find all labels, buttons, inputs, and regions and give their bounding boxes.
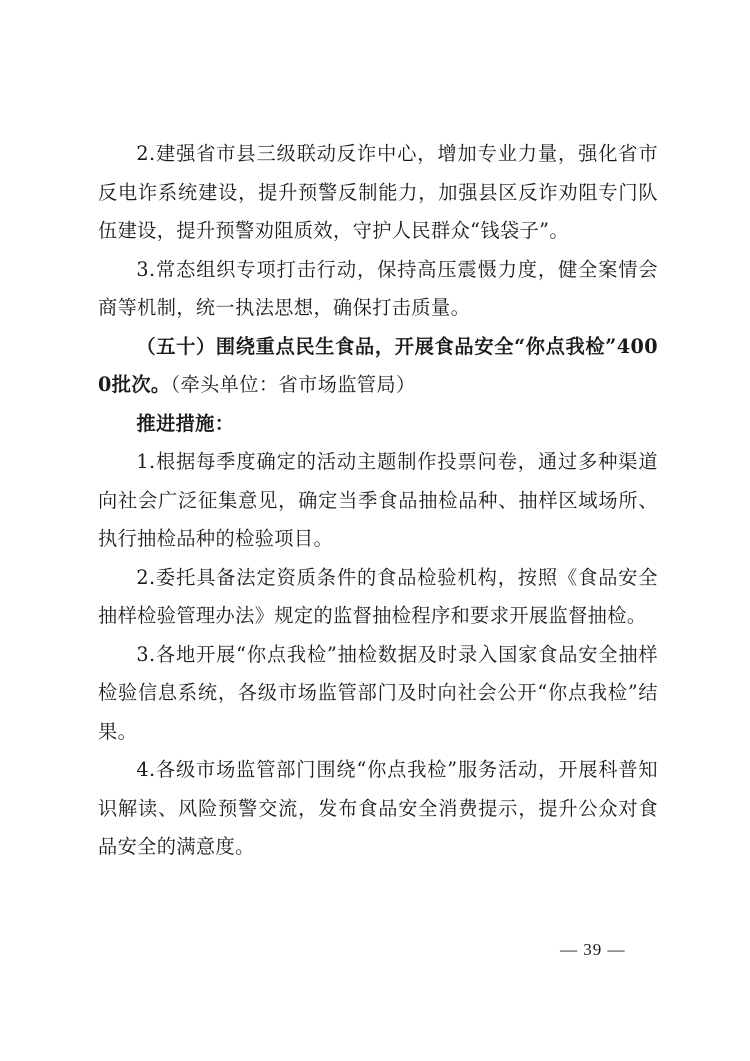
section-heading-fifty [98, 328, 658, 405]
measure-item-3: 3.各地开展“你点我检”抽检数据及时录入国家食品安全抽样检验信息系统，各级市场监管部门及时向社会公开“你点我检”结果。 [98, 642, 658, 743]
measure-item-2: 2.委托具备法定资质条件的食品检验机构，按照《食品安全抽样检验管理办法》规定的监督抽检程序和要求开展监督抽检。 [98, 565, 658, 627]
page-number: — 39 — [560, 940, 626, 959]
document-body [98, 135, 658, 867]
lead-unit-note: （牵头单位：省市场监管局） [170, 373, 416, 396]
measure-item-1: 1.根据每季度确定的活动主题制作投票问卷，通过多种渠道向社会广泛征集意见，确定当季食品抽检品种、抽样区域场所、执行抽检品种的检验项目。 [98, 450, 658, 550]
paragraph-item-2: 2.建强省市县三级联动反诈中心，增加专业力量，强化省市反电诈系统建设，提升预警反制能力，加强县区反诈劝阻专门队伍建设，提升预警劝阻质效，守护人民群众“钱袋子”。 [98, 142, 658, 242]
paragraph-item-3: 3.常态组织专项打击行动，保持高压震慑力度，健全案情会商等机制，统一执法思想，确保打击质量。 [98, 257, 658, 319]
measure-item-4: 4.各级市场监管部门围绕“你点我检”服务活动，开展科普知识解读、风险预警交流，发布食品安全消费提示，提升公众对食品安全的满意度。 [98, 758, 658, 858]
measures-heading: 推进措施： [136, 411, 235, 435]
section-heading-title: （五十）围绕重点民生食品，开展食品安全“你点我检”4000批次。 [98, 334, 658, 396]
